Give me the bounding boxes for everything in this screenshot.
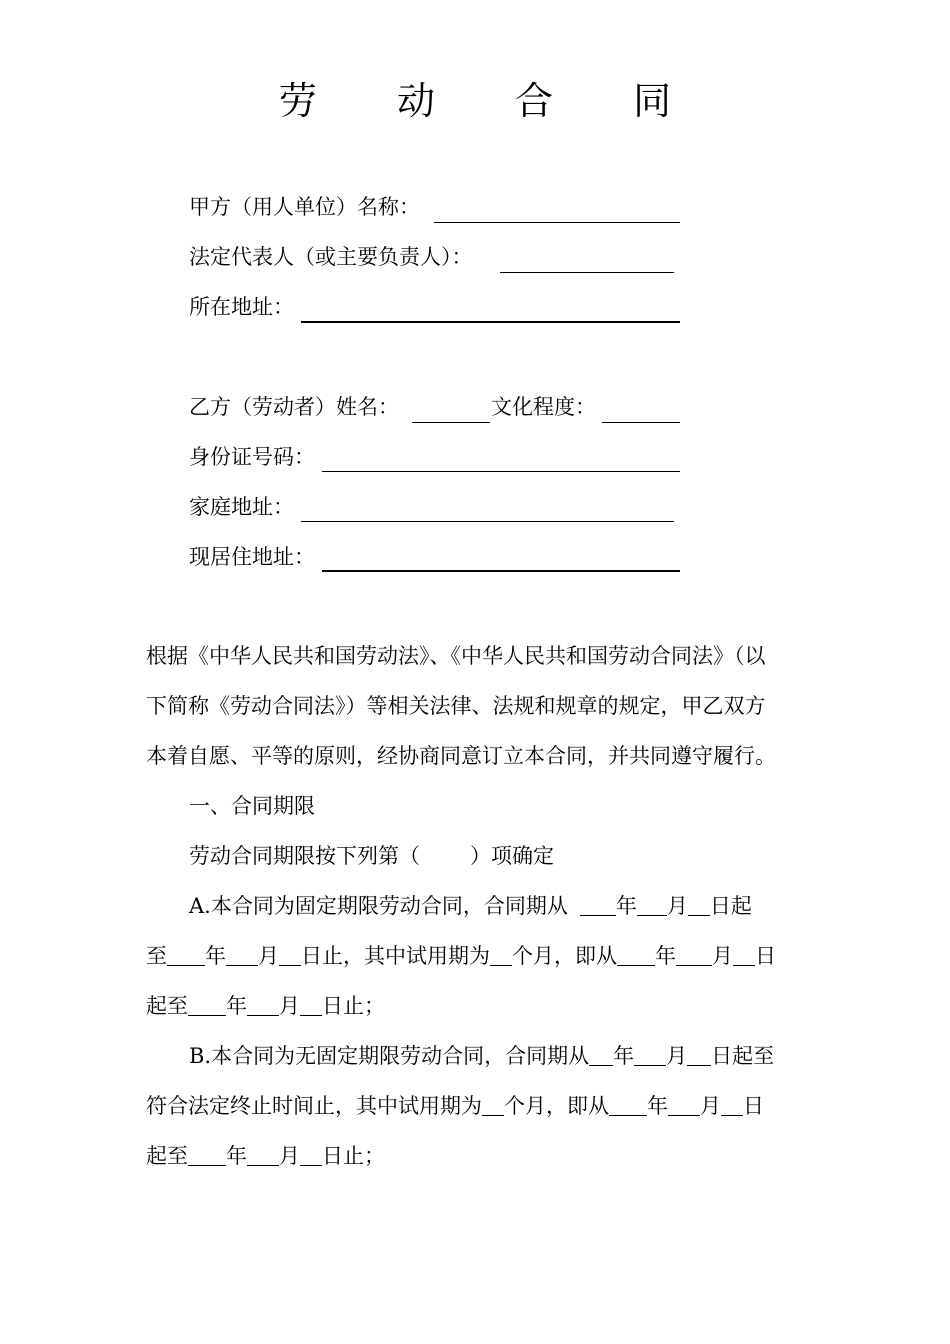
blank[interactable] bbox=[247, 1145, 279, 1166]
party-b-name-field[interactable] bbox=[412, 422, 490, 423]
preamble-line-1: 根据《中华人民共和国劳动法》、《中华人民共和国劳动合同法》（以 bbox=[146, 644, 766, 668]
blank[interactable] bbox=[490, 945, 512, 966]
term-select-before: 劳动合同期限按下列第（ bbox=[189, 844, 420, 868]
blank[interactable] bbox=[589, 1045, 613, 1066]
month-label: 月 bbox=[279, 1144, 300, 1168]
blank[interactable] bbox=[580, 895, 616, 916]
year-label: 年 bbox=[647, 1094, 668, 1118]
blank[interactable] bbox=[668, 1095, 700, 1116]
blank[interactable] bbox=[279, 945, 301, 966]
preamble-line-3: 本着自愿、平等的原则，经协商同意订立本合同，并共同遵守履行。 bbox=[146, 744, 776, 768]
option-b-line-2 bbox=[146, 1091, 764, 1121]
blank[interactable] bbox=[188, 995, 226, 1016]
month-label: 月 bbox=[666, 894, 688, 918]
party-b-id-label: 身份证号码： bbox=[189, 445, 315, 469]
month-label: 月 bbox=[279, 994, 300, 1018]
year-label: 年 bbox=[615, 894, 637, 918]
party-b-id-field[interactable] bbox=[322, 471, 680, 472]
blank[interactable] bbox=[167, 945, 205, 966]
year-label: 年 bbox=[226, 994, 247, 1018]
party-b-education-label: 文化程度： bbox=[491, 395, 596, 419]
section-1-heading: 一、合同期限 bbox=[189, 794, 315, 818]
option-a-line-1 bbox=[189, 891, 752, 921]
from-to-label: 起至 bbox=[146, 1144, 188, 1168]
party-b-education-field[interactable] bbox=[602, 422, 680, 423]
probation-text: 日止，其中试用期为 bbox=[301, 944, 490, 968]
month-label: 月 bbox=[666, 1044, 688, 1068]
months-label: 个月，即从 bbox=[512, 944, 617, 968]
party-a-rep-field[interactable] bbox=[500, 272, 674, 273]
day-label: 日起至 bbox=[711, 1044, 775, 1068]
option-b-text: B.本合同为无固定期限劳动合同，合同期从 bbox=[189, 1044, 590, 1068]
option-b-line-1 bbox=[189, 1041, 774, 1071]
blank[interactable] bbox=[609, 1095, 647, 1116]
from-to-label: 起至 bbox=[146, 994, 188, 1018]
blank[interactable] bbox=[300, 995, 322, 1016]
blank[interactable] bbox=[617, 945, 655, 966]
month-label: 月 bbox=[712, 944, 733, 968]
year-label: 年 bbox=[226, 1144, 247, 1168]
party-a-rep-label: 法定代表人（或主要负责人）： bbox=[189, 245, 473, 269]
party-a-name-field[interactable] bbox=[434, 222, 680, 223]
term-select-line bbox=[189, 841, 554, 871]
blank[interactable] bbox=[482, 1095, 504, 1116]
party-b-residence-label: 现居住地址： bbox=[189, 545, 315, 569]
blank[interactable] bbox=[687, 1045, 711, 1066]
blank[interactable] bbox=[676, 945, 712, 966]
document-title: 劳 动 合 同 bbox=[278, 79, 706, 123]
blank[interactable] bbox=[733, 945, 755, 966]
year-label: 年 bbox=[655, 944, 676, 968]
party-b-name-label: 乙方（劳动者）姓名： bbox=[189, 395, 399, 419]
preamble-line-2: 下简称《劳动合同法》）等相关法律、法规和规章的规定，甲乙双方 bbox=[146, 694, 766, 718]
months-label: 个月，即从 bbox=[504, 1094, 609, 1118]
end-label: 日止； bbox=[322, 1144, 385, 1168]
month-label: 月 bbox=[700, 1094, 721, 1118]
party-a-address-label: 所在地址： bbox=[189, 295, 294, 319]
option-b-line-3 bbox=[146, 1141, 385, 1171]
year-label: 年 bbox=[613, 1044, 635, 1068]
party-b-home-label: 家庭地址： bbox=[189, 495, 294, 519]
blank[interactable] bbox=[226, 945, 258, 966]
blank[interactable] bbox=[188, 1145, 226, 1166]
day-label: 日 bbox=[743, 1094, 764, 1118]
blank[interactable] bbox=[300, 1145, 322, 1166]
party-a-address-field[interactable] bbox=[301, 321, 680, 323]
party-b-residence-field[interactable] bbox=[322, 570, 680, 572]
day-label: 日起 bbox=[709, 894, 752, 918]
option-a-line-2 bbox=[146, 941, 776, 971]
blank[interactable] bbox=[721, 1095, 743, 1116]
term-select-after: ）项确定 bbox=[470, 844, 554, 868]
blank[interactable] bbox=[637, 895, 667, 916]
party-a-name-label: 甲方（用人单位）名称： bbox=[189, 195, 420, 219]
party-b-home-field[interactable] bbox=[301, 521, 674, 522]
option-a-line-3 bbox=[146, 991, 385, 1021]
end-label: 日止； bbox=[322, 994, 385, 1018]
year-label: 年 bbox=[205, 944, 226, 968]
option-a-text: A.本合同为固定期限劳动合同，合同期从 bbox=[189, 894, 568, 918]
day-label: 日 bbox=[755, 944, 776, 968]
blank[interactable] bbox=[688, 895, 710, 916]
to-label: 至 bbox=[146, 944, 167, 968]
month-label: 月 bbox=[258, 944, 279, 968]
option-b-text-2: 符合法定终止时间止，其中试用期为 bbox=[146, 1094, 482, 1118]
blank[interactable] bbox=[247, 995, 279, 1016]
blank[interactable] bbox=[634, 1045, 666, 1066]
